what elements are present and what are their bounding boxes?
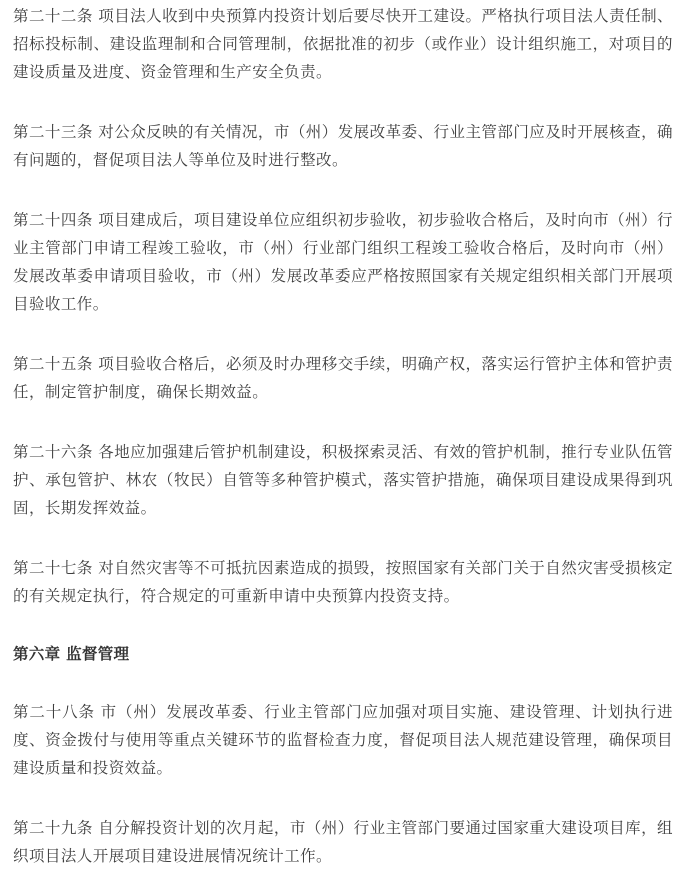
chapter-heading: 第六章 监督管理 xyxy=(13,645,130,663)
article-27: 第二十七条 对自然灾害等不可抵抗因素造成的损毁，按照国家有关部门关于自然灾害受损核定的有关规定执行，符合规定的可重新申请中央预算内投资支持。 xyxy=(13,559,673,605)
article-26: 第二十六条 各地应加强建后管护机制建设，积极探索灵活、有效的管护机制，推行专业队伍管护、承包管护、林农（牧民）自管等多种管护模式，落实管护措施，确保项目建设成果得到巩固，长期发挥效益。 xyxy=(13,443,673,517)
article-22: 第二十二条 项目法人收到中央预算内投资计划后要尽快开工建设。严格执行项目法人责任制、招标投标制、建设监理制和合同管理制，依据批准的初步（或作业）设计组织施工，对项目的建设质量及进度、资金管理和生产安全负责。 xyxy=(13,7,673,81)
article-23: 第二十三条 对公众反映的有关情况，市（州）发展改革委、行业主管部门应及时开展核查，确有问题的，督促项目法人等单位及时进行整改。 xyxy=(13,123,673,169)
article-25: 第二十五条 项目验收合格后，必须及时办理移交手续，明确产权，落实运行管护主体和管护责任，制定管护制度，确保长期效益。 xyxy=(13,355,673,401)
document-body xyxy=(13,0,673,870)
article-29: 第二十九条 自分解投资计划的次月起，市（州）行业主管部门要通过国家重大建设项目库，组织项目法人开展项目建设进展情况统计工作。 xyxy=(13,819,673,865)
article-24: 第二十四条 项目建成后，项目建设单位应组织初步验收，初步验收合格后，及时向市（州）行业主管部门申请工程竣工验收，市（州）行业部门组织工程竣工验收合格后，及时向市（州）发展改革委申请项目验收，市（州）发展改革委应严格按照国家有关规定组织相关部门开展项目验收工作。 xyxy=(13,211,673,313)
article-28: 第二十八条 市（州）发展改革委、行业主管部门应加强对项目实施、建设管理、计划执行进度、资金拨付与使用等重点关键环节的监督检查力度，督促项目法人规范建设管理，确保项目建设质量和投资效益。 xyxy=(13,703,673,777)
